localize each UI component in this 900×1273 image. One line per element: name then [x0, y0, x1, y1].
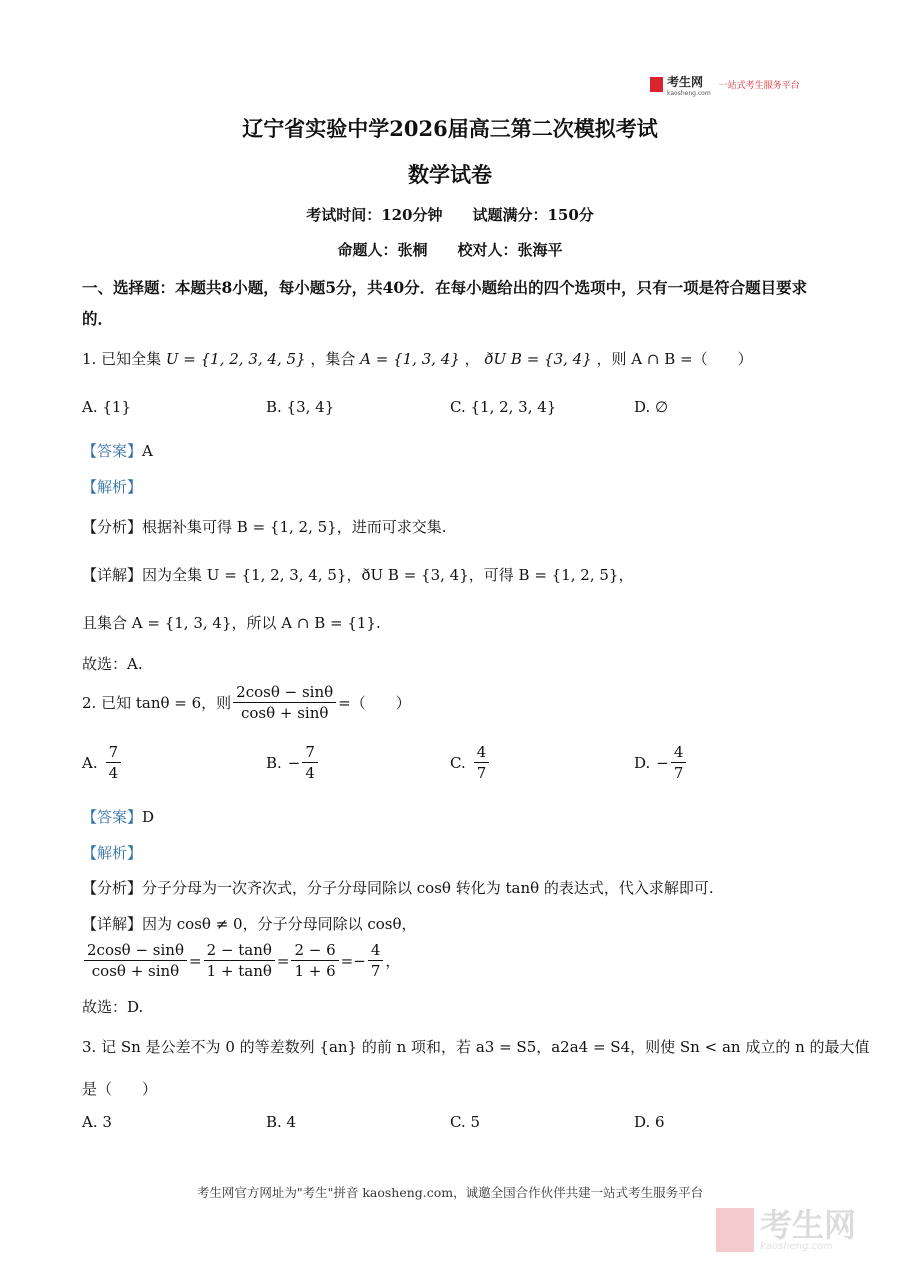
q2-option-c-num: 4 [474, 742, 490, 763]
equals-sign: = [340, 951, 354, 970]
xiangjie-label: 【详解】 [82, 566, 143, 584]
q2-intro: 2. 已知 tanθ = 6，则 [82, 694, 232, 712]
q2-option-b-num: 7 [302, 742, 318, 763]
watermark-text-block [760, 1205, 857, 1252]
logo-slogan: 一站式考生服务平台 [718, 81, 800, 91]
q2-option-d-label: D. [634, 753, 651, 772]
q2-option-d-num: 4 [671, 742, 687, 763]
choose-label: 故选： [82, 655, 128, 673]
q2-detail-line1: 因为 cosθ ≠ 0，分子分母同除以 cosθ， [142, 915, 417, 933]
q2-eq-step1-den: cosθ + sinθ [91, 962, 180, 980]
q2-option-a [82, 742, 123, 783]
q2-choose [82, 996, 143, 1017]
q1-fenxi-text: 根据补集可得 B = {1, 2, 5}，进而可求交集. [142, 518, 447, 536]
q1-set-a: A = {1, 3, 4} [360, 350, 460, 368]
q3-stem-line1: 3. 记 Sn 是公差不为 0 的等差数列 {an} 的前 n 项和，若 a3 = S5，a2a4 = S4，则使 Sn < an 成立的 n 的最大值 [82, 1038, 870, 1056]
q2-equation [82, 940, 400, 981]
subject-title: 数学试卷 [408, 162, 492, 187]
q2-option-b-den: 4 [305, 764, 315, 782]
watermark-logo-icon [716, 1208, 754, 1252]
q3-option-a: A. 3 [82, 1113, 112, 1131]
q1-fenxi [82, 516, 446, 537]
q1-answer [82, 440, 153, 461]
kaosheng-logo-icon [650, 77, 663, 92]
q1-choose [82, 653, 143, 674]
q2-eq-tail: ， [385, 952, 401, 970]
q1-option-c: C. {1, 2, 3, 4} [450, 398, 557, 416]
exam-title: 辽宁省实验中学2026届高三第二次模拟考试 [242, 116, 658, 141]
q2-option-d-sign: − [656, 753, 669, 772]
q1-stem [82, 348, 753, 369]
q1-detail [82, 564, 633, 585]
q2-option-d [634, 742, 688, 783]
q2-eq-step3-den: 1 + 6 [294, 962, 336, 980]
choose-label: 故选： [82, 998, 128, 1016]
q2-eq-result-num: 4 [368, 940, 384, 961]
q1-option-d: D. ∅ [634, 398, 669, 416]
q2-analysis-label: 【解析】 [82, 844, 143, 862]
q2-eq-minus: − [353, 951, 366, 970]
exam-info: 考试时间：120分钟 试题满分：150分 [306, 206, 594, 224]
xiangjie-label: 【详解】 [82, 915, 143, 933]
q3-option-c: C. 5 [450, 1113, 481, 1131]
answer-label: 【答案】 [82, 442, 143, 460]
q2-option-b-label: B. [266, 753, 282, 772]
page-footer: 考生网官方网址为"考生"拼音 kaosheng.com，诚邀全国合作伙伴共建一站式考生服务平台 [196, 1185, 704, 1200]
brand-logo [650, 72, 800, 97]
q2-fraction-numerator: 2cosθ − sinθ [233, 682, 336, 703]
q1-option-a: A. {1} [82, 398, 131, 416]
q1-analysis-label: 【解析】 [82, 478, 143, 496]
q2-eq-step3-num: 2 − 6 [291, 940, 338, 961]
q1-mid2: ， [464, 350, 480, 368]
q1-choose-value: A. [127, 655, 143, 673]
q2-answer [82, 806, 154, 827]
q1-detail-line1: 因为全集 U = {1, 2, 3, 4, 5}，ðU B = {3, 4}，可得 B = {1, 2, 5}， [142, 566, 634, 584]
section-heading: 一、选择题：本题共8小题，每小题5分，共40分．在每小题给出的四个选项中，只有一项是符合题目要求的． [82, 278, 808, 328]
q2-option-d-den: 7 [673, 764, 684, 782]
watermark-domain: kaosheng.com [760, 1240, 833, 1252]
q2-fraction-denominator: cosθ + sinθ [240, 704, 329, 722]
q1-detail-line2: 且集合 A = {1, 3, 4}，所以 A ∩ B = {1}. [82, 614, 381, 632]
q2-option-b [266, 742, 320, 783]
equals-sign: = [189, 951, 202, 970]
q2-option-c-den: 7 [476, 764, 487, 782]
answer-label: 【答案】 [82, 808, 143, 826]
q2-fenxi [82, 877, 714, 898]
q1-universal-set: U = {1, 2, 3, 4, 5} [165, 350, 306, 368]
q2-option-b-sign: − [287, 753, 301, 772]
q2-eq-result-den: 7 [370, 962, 381, 980]
q2-eq-step1-num: 2cosθ − sinθ [84, 940, 187, 961]
q2-stem [82, 682, 411, 723]
q2-option-c-label: C. [450, 753, 466, 772]
author-info: 命题人：张桐 校对人：张海平 [337, 241, 563, 259]
q1-tail: ，则 A ∩ B =（ ） [596, 350, 753, 368]
logo-domain: kaosheng.com [667, 90, 711, 97]
q2-eq-step2-num: 2 − tanθ [204, 940, 275, 961]
q1-option-b: B. {3, 4} [266, 398, 335, 416]
q3-option-b: B. 4 [266, 1113, 297, 1131]
q1-mid1: ，集合 [310, 350, 356, 368]
q2-option-a-label: A. [82, 753, 98, 772]
q2-tail: =（ ） [338, 694, 411, 712]
q2-fenxi-text: 分子分母为一次齐次式，分子分母同除以 cosθ 转化为 tanθ 的表达式，代入求解即可. [142, 879, 714, 897]
q1-answer-value: A [142, 442, 153, 460]
q3-option-d: D. 6 [634, 1113, 665, 1131]
q2-answer-value: D [142, 808, 155, 826]
logo-text-block [667, 72, 711, 97]
q2-option-c [450, 742, 491, 783]
q2-option-a-den: 4 [108, 764, 119, 782]
q2-detail [82, 913, 417, 934]
watermark [716, 1205, 857, 1252]
q3-stem-line2: 是（ ） [82, 1080, 158, 1098]
logo-brand: 考生网 [667, 75, 704, 89]
fenxi-label: 【分析】 [82, 518, 143, 536]
watermark-brand: 考生网 [760, 1205, 857, 1244]
q1-complement-b: ðU B = {3, 4} [484, 350, 592, 368]
fenxi-label: 【分析】 [82, 879, 143, 897]
q2-fraction [233, 682, 336, 723]
q2-choose-value: D. [127, 998, 144, 1016]
equals-sign: = [276, 951, 290, 970]
q2-eq-step2-den: 1 + tanθ [206, 962, 272, 980]
q1-intro: 1. 已知全集 [82, 350, 162, 368]
q2-option-a-num: 7 [106, 742, 122, 763]
